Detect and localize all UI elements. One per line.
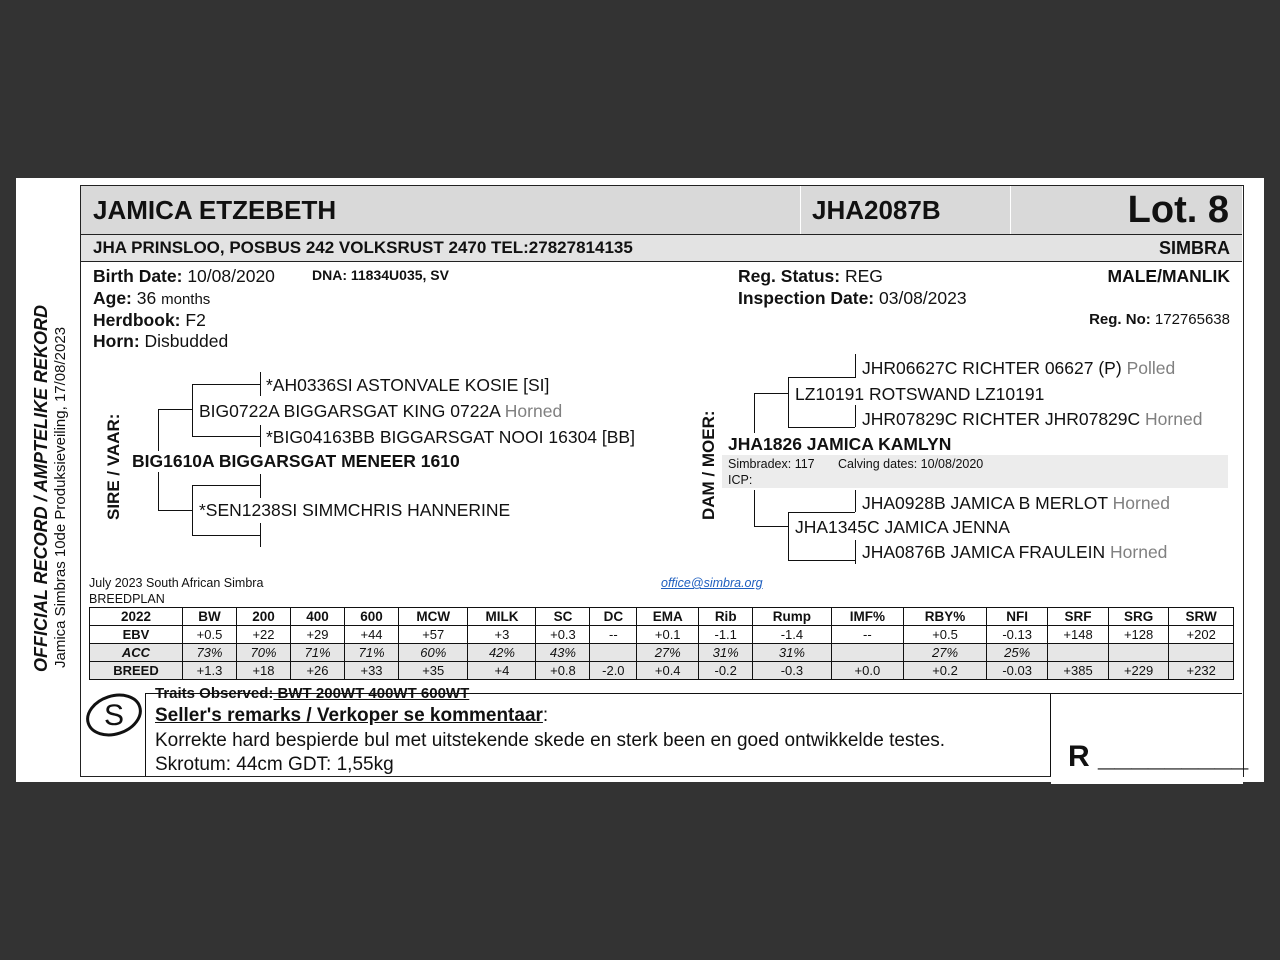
simbra-logo-icon <box>84 690 144 740</box>
reg-number: Reg. No: 172765638 <box>1089 311 1230 328</box>
acc-cell: 31% <box>753 644 831 662</box>
breedplan-label: BREEDPLAN <box>89 592 165 606</box>
herdbook: Herdbook: F2 <box>93 310 206 330</box>
sire-name: BIG1610A BIGGARSGAT MENEER 1610 <box>132 451 460 471</box>
inspection-date: Inspection Date: 03/08/2023 <box>738 288 967 308</box>
sale-label: Jamica Simbras 10de Produksieveiling, 17/08/2023 <box>52 326 69 668</box>
ebv-header-cell: NFI <box>987 608 1048 626</box>
reg-status: Reg. Status: REG <box>738 266 883 286</box>
ebv-header-cell: Rump <box>753 608 831 626</box>
acc-row <box>90 644 1234 662</box>
ebv-row <box>90 626 1234 644</box>
lot-number: Lot. 8 <box>1127 189 1229 231</box>
breed-cell: +1.3 <box>182 662 236 680</box>
ebv-header-cell: SRG <box>1108 608 1169 626</box>
ebv-header-cell: SRW <box>1169 608 1234 626</box>
breed-cell: +35 <box>399 662 468 680</box>
dna-info: DNA: 11834U035, SV <box>312 267 449 283</box>
animal-name: JAMICA ETZEBETH <box>93 195 337 225</box>
breed-cell: +0.2 <box>904 662 987 680</box>
ebv-cell: -- <box>590 626 637 644</box>
dam-sire: LZ10191 ROTSWAND LZ10191 <box>795 384 1045 404</box>
age: Age: 36 months <box>93 288 211 308</box>
ebv-header-cell: 600 <box>345 608 399 626</box>
birth-date: Birth Date: 10/08/2020 <box>93 266 275 286</box>
ebv-cell: +22 <box>236 626 290 644</box>
ebv-cell: +148 <box>1048 626 1109 644</box>
breed-cell: BREED <box>90 662 183 680</box>
owner-info: JHA PRINSLOO, POSBUS 242 VOLKSRUST 2470 TEL:27827814135 <box>93 238 633 257</box>
dam-dam: JHA1345C JAMICA JENNA <box>795 517 1010 537</box>
acc-cell: ACC <box>90 644 183 662</box>
ebv-header-cell: SC <box>536 608 590 626</box>
ebv-header-cell: SRF <box>1048 608 1109 626</box>
breed-cell: +33 <box>345 662 399 680</box>
sire-label: SIRE / VAAR: <box>104 413 123 520</box>
ebv-cell: -1.4 <box>753 626 831 644</box>
breed-cell: +229 <box>1108 662 1169 680</box>
acc-cell: 27% <box>637 644 699 662</box>
ebv-cell: -1.1 <box>699 626 753 644</box>
breed-cell: +4 <box>468 662 536 680</box>
ebv-header-cell: BW <box>182 608 236 626</box>
ebv-table <box>89 607 1234 680</box>
icp: ICP: <box>728 473 753 487</box>
acc-cell: 42% <box>468 644 536 662</box>
breedplan-source: July 2023 South African Simbra <box>89 576 264 590</box>
dam-dam-sire: JHA0928B JAMICA B MERLOT Horned <box>862 493 1171 513</box>
dam-sire-dam: JHR07829C RICHTER JHR07829C Horned <box>862 409 1203 429</box>
acc-cell: 43% <box>536 644 590 662</box>
sex-label: MALE/MANLIK <box>1107 266 1230 286</box>
dam-name: JHA1826 JAMICA KAMLYN <box>728 434 952 454</box>
ebv-header-row <box>90 608 1234 626</box>
acc-cell <box>831 644 903 662</box>
sire-dam: *SEN1238SI SIMMCHRIS HANNERINE <box>199 500 511 520</box>
ebv-header-cell: EMA <box>637 608 699 626</box>
breed-cell: -0.03 <box>987 662 1048 680</box>
sire-sire: BIG0722A BIGGARSGAT KING 0722A Horned <box>199 401 563 421</box>
simbradex: Simbradex: 117 <box>728 457 815 471</box>
ebv-cell: +57 <box>399 626 468 644</box>
ebv-cell: +0.5 <box>904 626 987 644</box>
breed-cell: +385 <box>1048 662 1109 680</box>
ebv-cell: +128 <box>1108 626 1169 644</box>
breed-cell: +0.0 <box>831 662 903 680</box>
official-record-label: OFFICIAL RECORD / AMPTELIKE REKORD <box>31 304 51 672</box>
dam-dam-dam: JHA0876B JAMICA FRAULEIN Horned <box>862 542 1168 562</box>
email-link[interactable]: office@simbra.org <box>661 576 763 590</box>
acc-cell: 60% <box>399 644 468 662</box>
breed-cell: +0.8 <box>536 662 590 680</box>
acc-cell: 31% <box>699 644 753 662</box>
breed-cell: +0.4 <box>637 662 699 680</box>
dam-label: DAM / MOER: <box>699 410 718 520</box>
ebv-header-cell: MCW <box>399 608 468 626</box>
remarks-title: Seller's remarks / Verkoper se kommentaar: <box>155 705 549 726</box>
ebv-header-cell: RBY% <box>904 608 987 626</box>
ebv-cell: +0.1 <box>637 626 699 644</box>
ebv-header-cell: 200 <box>236 608 290 626</box>
ebv-cell: -- <box>831 626 903 644</box>
acc-cell <box>590 644 637 662</box>
ebv-cell: +202 <box>1169 626 1234 644</box>
acc-cell: 70% <box>236 644 290 662</box>
ebv-cell: -0.13 <box>987 626 1048 644</box>
ebv-header-cell: 400 <box>291 608 345 626</box>
breed-label: SIMBRA <box>1159 238 1230 258</box>
ebv-header-cell: 2022 <box>90 608 183 626</box>
title-divider <box>1010 186 1011 234</box>
breed-cell: -2.0 <box>590 662 637 680</box>
sire-sire-sire: *AH0336SI ASTONVALE KOSIE [SI] <box>266 375 550 395</box>
acc-cell <box>1169 644 1234 662</box>
price-field[interactable]: R _________ <box>1068 740 1249 773</box>
breed-row <box>90 662 1234 680</box>
acc-cell: 25% <box>987 644 1048 662</box>
acc-cell: 71% <box>345 644 399 662</box>
ebv-header-cell: DC <box>590 608 637 626</box>
sire-sire-dam: *BIG04163BB BIGGARSGAT NOOI 16304 [BB] <box>266 427 635 447</box>
breed-cell: +18 <box>236 662 290 680</box>
remarks-line-2: Skrotum: 44cm GDT: 1,55kg <box>155 754 394 775</box>
horn-status: Horn: Disbudded <box>93 331 229 351</box>
breed-cell: +26 <box>291 662 345 680</box>
breed-cell: -0.3 <box>753 662 831 680</box>
ebv-header-cell: MILK <box>468 608 536 626</box>
ebv-header-cell: Rib <box>699 608 753 626</box>
ebv-cell: EBV <box>90 626 183 644</box>
ebv-header-cell: IMF% <box>831 608 903 626</box>
ebv-cell: +3 <box>468 626 536 644</box>
acc-cell: 73% <box>182 644 236 662</box>
breed-cell: +232 <box>1169 662 1234 680</box>
title-divider <box>800 186 801 234</box>
remarks-line-1: Korrekte hard bespierde bul met uitstekende skede en sterk been en goed ontwikkelde testes. <box>155 730 946 751</box>
acc-cell <box>1048 644 1109 662</box>
calving-dates: Calving dates: 10/08/2020 <box>838 457 984 471</box>
ebv-cell: +0.3 <box>536 626 590 644</box>
ebv-cell: +29 <box>291 626 345 644</box>
animal-code: JHA2087B <box>812 195 941 225</box>
dam-sire-sire: JHR06627C RICHTER 06627 (P) Polled <box>862 358 1176 378</box>
breed-cell: -0.2 <box>699 662 753 680</box>
traits-observed: Traits Observed: BWT 200WT 400WT 600WT <box>155 685 470 702</box>
acc-cell <box>1108 644 1169 662</box>
ebv-cell: +0.5 <box>182 626 236 644</box>
acc-cell: 71% <box>291 644 345 662</box>
svg-text:S: S <box>103 699 125 732</box>
ebv-cell: +44 <box>345 626 399 644</box>
acc-cell: 27% <box>904 644 987 662</box>
